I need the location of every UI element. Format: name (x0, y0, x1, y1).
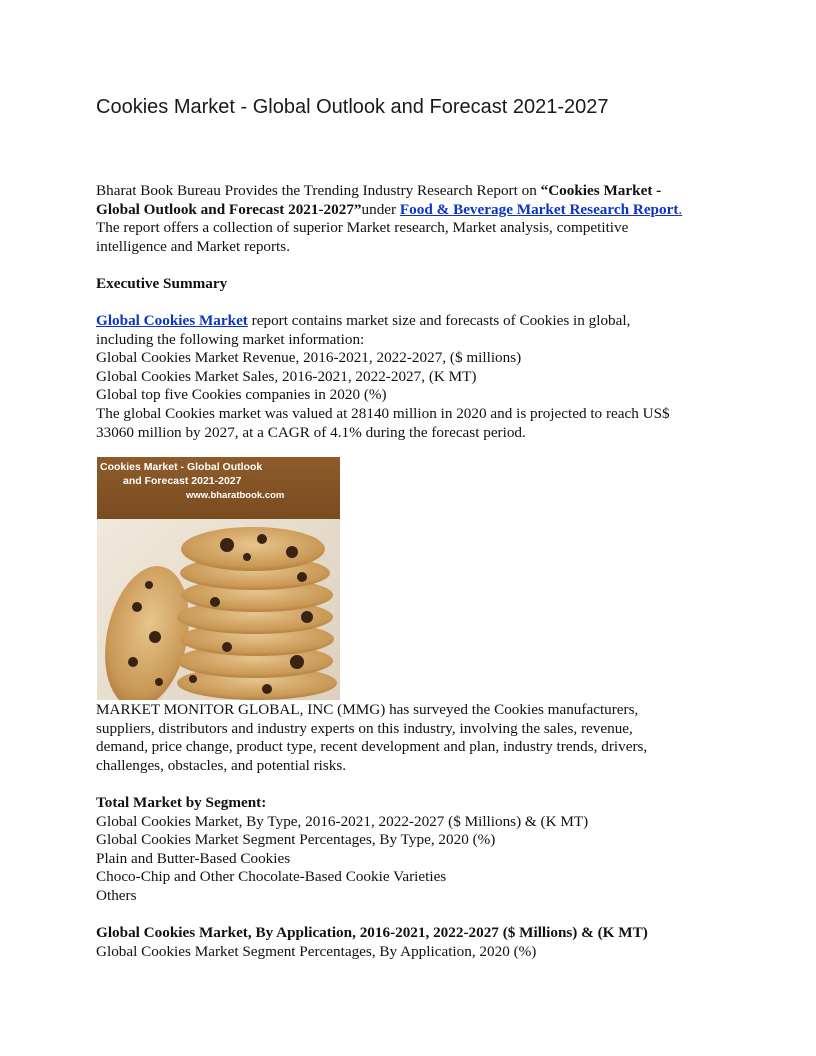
intro-line-4: intelligence and Market reports. (96, 237, 290, 255)
segment-heading: Total Market by Segment: (96, 794, 267, 811)
summary-line-4: Global Cookies Market Sales, 2016-2021, 2022-2027, (K MT) (96, 367, 477, 385)
mmg-line-3: demand, price change, product type, recent development and plan, industry trends, drivers, (96, 738, 648, 756)
application-heading: Global Cookies Market, By Application, 2016-2021, 2022-2027 ($ Millions) & (K MT) (96, 924, 648, 941)
summary-line-5: Global top five Cookies companies in 2020 (%) (96, 386, 387, 404)
mmg-line-1: MARKET MONITOR GLOBAL, INC (MMG) has surveyed the Cookies manufacturers, (96, 701, 639, 718)
report-name-bold-cont: Global Outlook and Forecast 2021-2027” (96, 200, 362, 218)
report-name-bold: “Cookies Market - (540, 182, 662, 199)
summary-line-7: 33060 million by 2027, at a CAGR of 4.1% during the forecast period. (96, 423, 526, 441)
intro-paragraph (96, 182, 726, 256)
intro-under: under (361, 200, 400, 218)
summary-line-1: report contains market size and forecasts of Cookies in global, (247, 312, 631, 329)
segment-item: Global Cookies Market Segment Percentages, By Type, 2020 (%) (96, 831, 496, 849)
segment-item: Others (96, 886, 137, 904)
summary-line-6: The global Cookies market was valued at 28140 million in 2020 and is projected to reach US$ (96, 404, 670, 422)
segment-item: Choco-Chip and Other Chocolate-Based Cookie Varieties (96, 868, 447, 886)
cover-title-line-2: and Forecast 2021-2027 (123, 475, 242, 487)
summary-paragraph (96, 312, 726, 442)
intro-line-3: The report offers a collection of superior Market research, Market analysis, competitive (96, 219, 629, 237)
summary-line-2: including the following market information: (96, 330, 365, 348)
application-section (96, 924, 726, 961)
application-item: Global Cookies Market Segment Percentages, By Application, 2020 (%) (96, 942, 537, 960)
mmg-paragraph (96, 701, 726, 775)
document-title: Cookies Market - Global Outlook and Forecast 2021-2027 (96, 96, 609, 118)
mmg-line-4: challenges, obstacles, and potential risks. (96, 756, 347, 774)
segment-section (96, 794, 726, 906)
link-period[interactable]: . (678, 200, 683, 218)
segment-item: Global Cookies Market, By Type, 2016-2021, 2022-2027 ($ Millions) & (K MT) (96, 812, 589, 830)
food-beverage-link[interactable]: Food & Beverage Market Research Report (399, 200, 679, 218)
cover-title-line-1: Cookies Market - Global Outlook (100, 461, 263, 473)
intro-text: Bharat Book Bureau Provides the Trending Industry Research Report on (96, 182, 541, 199)
report-cover-image (97, 457, 340, 700)
executive-summary-heading: Executive Summary (96, 275, 228, 292)
segment-item: Plain and Butter-Based Cookies (96, 849, 291, 867)
global-cookies-market-link[interactable]: Global Cookies Market (96, 312, 248, 329)
mmg-line-2: suppliers, distributors and industry experts on this industry, involving the sales, revenue, (96, 719, 633, 737)
cover-website: www.bharatbook.com (186, 490, 285, 501)
summary-line-3: Global Cookies Market Revenue, 2016-2021, 2022-2027, ($ millions) (96, 349, 522, 367)
